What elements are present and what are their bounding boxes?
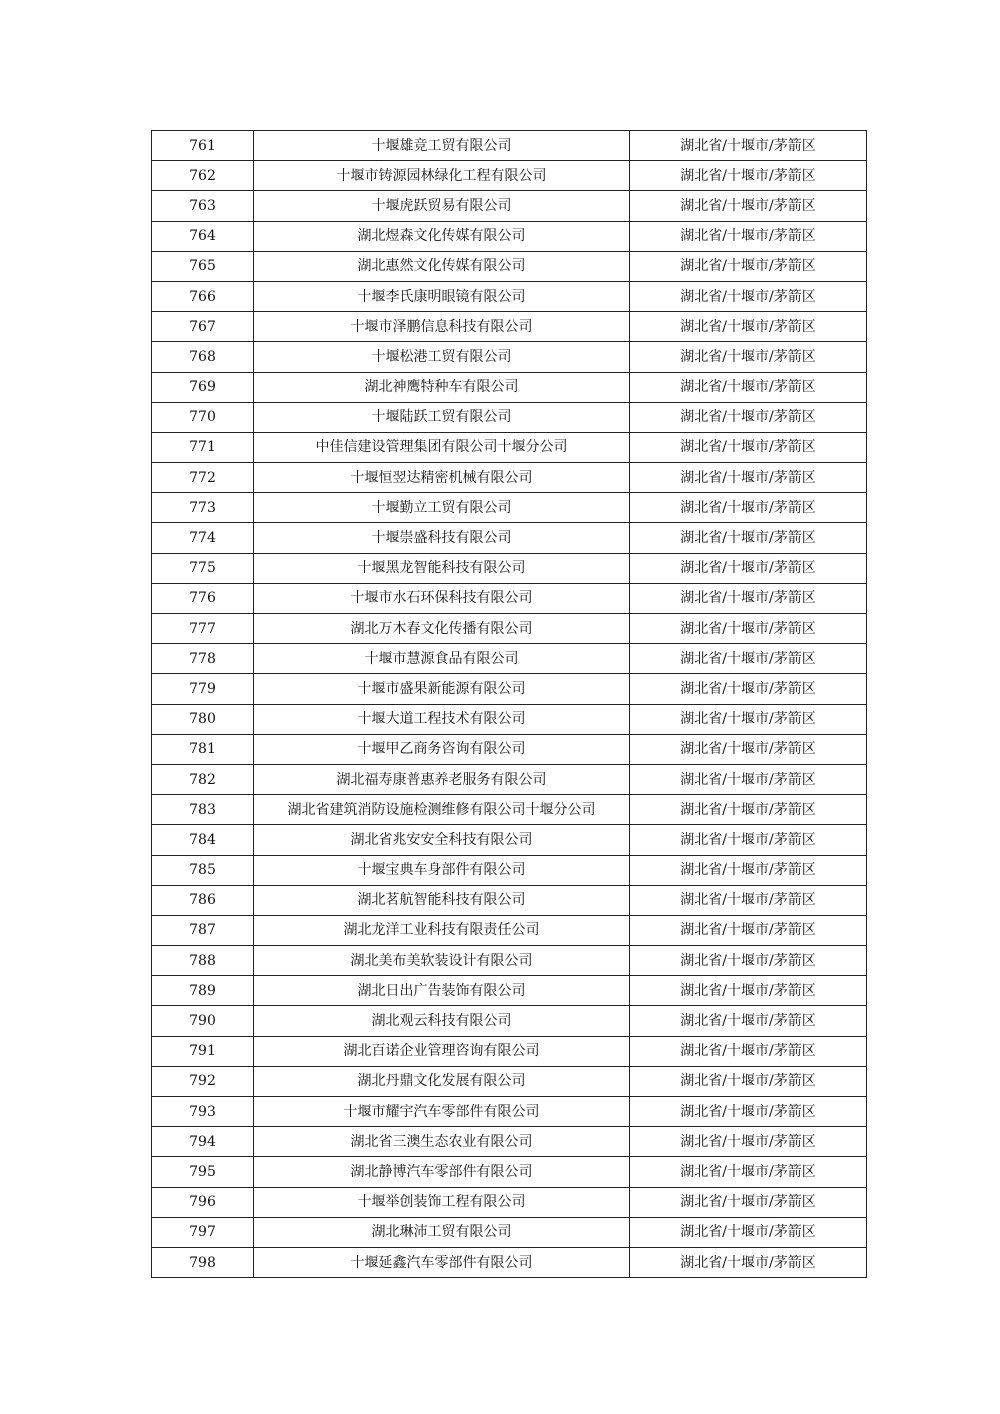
row-number-cell: 771 (152, 432, 254, 462)
region-cell: 湖北省/十堰市/茅箭区 (630, 976, 867, 1006)
row-number-cell: 772 (152, 463, 254, 493)
region-cell: 湖北省/十堰市/茅箭区 (630, 342, 867, 372)
company-list-table (151, 130, 867, 1278)
row-number-cell: 796 (152, 1187, 254, 1217)
table-row (152, 885, 867, 915)
row-number-cell: 791 (152, 1036, 254, 1066)
company-name-cell: 湖北福寿康普惠养老服务有限公司 (254, 764, 630, 794)
region-cell: 湖北省/十堰市/茅箭区 (630, 734, 867, 764)
region-cell: 湖北省/十堰市/茅箭区 (630, 795, 867, 825)
company-name-cell: 湖北惠然文化传媒有限公司 (254, 251, 630, 281)
region-cell: 湖北省/十堰市/茅箭区 (630, 946, 867, 976)
company-name-cell: 湖北省三澳生态农业有限公司 (254, 1127, 630, 1157)
table-row (152, 583, 867, 613)
company-name-cell: 湖北静博汽车零部件有限公司 (254, 1157, 630, 1187)
table-row (152, 764, 867, 794)
region-cell: 湖北省/十堰市/茅箭区 (630, 432, 867, 462)
row-number-cell: 781 (152, 734, 254, 764)
table-row (152, 523, 867, 553)
row-number-cell: 784 (152, 825, 254, 855)
table-row (152, 1066, 867, 1096)
region-cell: 湖北省/十堰市/茅箭区 (630, 1066, 867, 1096)
table-row (152, 432, 867, 462)
region-cell: 湖北省/十堰市/茅箭区 (630, 644, 867, 674)
region-cell: 湖北省/十堰市/茅箭区 (630, 855, 867, 885)
company-name-cell: 十堰恒翌达精密机械有限公司 (254, 463, 630, 493)
region-cell: 湖北省/十堰市/茅箭区 (630, 463, 867, 493)
region-cell: 湖北省/十堰市/茅箭区 (630, 402, 867, 432)
region-cell: 湖北省/十堰市/茅箭区 (630, 674, 867, 704)
company-name-cell: 湖北省兆安安全科技有限公司 (254, 825, 630, 855)
row-number-cell: 790 (152, 1006, 254, 1036)
table-row (152, 704, 867, 734)
row-number-cell: 797 (152, 1217, 254, 1247)
row-number-cell: 765 (152, 251, 254, 281)
row-number-cell: 788 (152, 946, 254, 976)
company-name-cell: 十堰陆跃工贸有限公司 (254, 402, 630, 432)
region-cell: 湖北省/十堰市/茅箭区 (630, 523, 867, 553)
company-name-cell: 中佳信建设管理集团有限公司十堰分公司 (254, 432, 630, 462)
region-cell: 湖北省/十堰市/茅箭区 (630, 1217, 867, 1247)
table-row (152, 946, 867, 976)
region-cell: 湖北省/十堰市/茅箭区 (630, 493, 867, 523)
table-row (152, 1127, 867, 1157)
row-number-cell: 795 (152, 1157, 254, 1187)
table-row (152, 493, 867, 523)
row-number-cell: 786 (152, 885, 254, 915)
company-name-cell: 湖北日出广告装饰有限公司 (254, 976, 630, 1006)
table-row (152, 976, 867, 1006)
row-number-cell: 798 (152, 1247, 254, 1277)
row-number-cell: 780 (152, 704, 254, 734)
region-cell: 湖北省/十堰市/茅箭区 (630, 764, 867, 794)
company-name-cell: 湖北龙洋工业科技有限责任公司 (254, 915, 630, 945)
row-number-cell: 766 (152, 281, 254, 311)
company-name-cell: 湖北万木春文化传播有限公司 (254, 614, 630, 644)
row-number-cell: 779 (152, 674, 254, 704)
region-cell: 湖北省/十堰市/茅箭区 (630, 312, 867, 342)
row-number-cell: 792 (152, 1066, 254, 1096)
row-number-cell: 785 (152, 855, 254, 885)
table-row (152, 553, 867, 583)
region-cell: 湖北省/十堰市/茅箭区 (630, 1187, 867, 1217)
company-name-cell: 十堰市耀宇汽车零部件有限公司 (254, 1097, 630, 1127)
region-cell: 湖北省/十堰市/茅箭区 (630, 281, 867, 311)
table-row (152, 614, 867, 644)
region-cell: 湖北省/十堰市/茅箭区 (630, 583, 867, 613)
company-name-cell: 十堰市铸源园林绿化工程有限公司 (254, 161, 630, 191)
table-row (152, 795, 867, 825)
table-row (152, 191, 867, 221)
company-name-cell: 十堰李氏康明眼镜有限公司 (254, 281, 630, 311)
company-name-cell: 十堰市盛果新能源有限公司 (254, 674, 630, 704)
table-row (152, 734, 867, 764)
region-cell: 湖北省/十堰市/茅箭区 (630, 1006, 867, 1036)
region-cell: 湖北省/十堰市/茅箭区 (630, 1247, 867, 1277)
company-name-cell: 十堰延鑫汽车零部件有限公司 (254, 1247, 630, 1277)
row-number-cell: 794 (152, 1127, 254, 1157)
region-cell: 湖北省/十堰市/茅箭区 (630, 251, 867, 281)
table-row (152, 161, 867, 191)
company-name-cell: 十堰宝典车身部件有限公司 (254, 855, 630, 885)
region-cell: 湖北省/十堰市/茅箭区 (630, 221, 867, 251)
company-table-body (152, 131, 867, 1278)
company-name-cell: 十堰市水石环保科技有限公司 (254, 583, 630, 613)
company-name-cell: 湖北观云科技有限公司 (254, 1006, 630, 1036)
company-name-cell: 湖北省建筑消防设施检测维修有限公司十堰分公司 (254, 795, 630, 825)
table-row (152, 855, 867, 885)
region-cell: 湖北省/十堰市/茅箭区 (630, 1157, 867, 1187)
region-cell: 湖北省/十堰市/茅箭区 (630, 191, 867, 221)
table-row (152, 644, 867, 674)
table-row (152, 131, 867, 161)
row-number-cell: 763 (152, 191, 254, 221)
region-cell: 湖北省/十堰市/茅箭区 (630, 614, 867, 644)
table-row (152, 674, 867, 704)
table-row (152, 1006, 867, 1036)
company-name-cell: 湖北神鹰特种车有限公司 (254, 372, 630, 402)
row-number-cell: 775 (152, 553, 254, 583)
row-number-cell: 787 (152, 915, 254, 945)
company-name-cell: 十堰举创装饰工程有限公司 (254, 1187, 630, 1217)
region-cell: 湖北省/十堰市/茅箭区 (630, 704, 867, 734)
table-row (152, 1187, 867, 1217)
region-cell: 湖北省/十堰市/茅箭区 (630, 131, 867, 161)
row-number-cell: 768 (152, 342, 254, 372)
company-name-cell: 十堰大道工程技术有限公司 (254, 704, 630, 734)
row-number-cell: 777 (152, 614, 254, 644)
row-number-cell: 769 (152, 372, 254, 402)
company-name-cell: 湖北百诺企业管理咨询有限公司 (254, 1036, 630, 1066)
region-cell: 湖北省/十堰市/茅箭区 (630, 372, 867, 402)
row-number-cell: 778 (152, 644, 254, 674)
company-name-cell: 十堰松港工贸有限公司 (254, 342, 630, 372)
row-number-cell: 764 (152, 221, 254, 251)
region-cell: 湖北省/十堰市/茅箭区 (630, 161, 867, 191)
row-number-cell: 793 (152, 1097, 254, 1127)
row-number-cell: 770 (152, 402, 254, 432)
company-name-cell: 十堰崇盛科技有限公司 (254, 523, 630, 553)
row-number-cell: 774 (152, 523, 254, 553)
table-row (152, 221, 867, 251)
row-number-cell: 782 (152, 764, 254, 794)
region-cell: 湖北省/十堰市/茅箭区 (630, 1127, 867, 1157)
row-number-cell: 773 (152, 493, 254, 523)
table-row (152, 372, 867, 402)
company-name-cell: 十堰市慧源食品有限公司 (254, 644, 630, 674)
company-name-cell: 十堰勤立工贸有限公司 (254, 493, 630, 523)
company-name-cell: 湖北茗航智能科技有限公司 (254, 885, 630, 915)
region-cell: 湖北省/十堰市/茅箭区 (630, 885, 867, 915)
table-row (152, 342, 867, 372)
company-name-cell: 十堰黑龙智能科技有限公司 (254, 553, 630, 583)
company-name-cell: 十堰市泽鹏信息科技有限公司 (254, 312, 630, 342)
region-cell: 湖北省/十堰市/茅箭区 (630, 553, 867, 583)
table-row (152, 1247, 867, 1277)
row-number-cell: 761 (152, 131, 254, 161)
table-row (152, 281, 867, 311)
company-name-cell: 十堰甲乙商务咨询有限公司 (254, 734, 630, 764)
row-number-cell: 783 (152, 795, 254, 825)
company-name-cell: 湖北煜森文化传媒有限公司 (254, 221, 630, 251)
company-name-cell: 十堰虎跃贸易有限公司 (254, 191, 630, 221)
row-number-cell: 762 (152, 161, 254, 191)
row-number-cell: 789 (152, 976, 254, 1006)
company-name-cell: 湖北丹鼎文化发展有限公司 (254, 1066, 630, 1096)
region-cell: 湖北省/十堰市/茅箭区 (630, 1097, 867, 1127)
company-name-cell: 湖北美布美软装设计有限公司 (254, 946, 630, 976)
table-row (152, 251, 867, 281)
company-name-cell: 湖北琳沛工贸有限公司 (254, 1217, 630, 1247)
row-number-cell: 776 (152, 583, 254, 613)
region-cell: 湖北省/十堰市/茅箭区 (630, 825, 867, 855)
region-cell: 湖北省/十堰市/茅箭区 (630, 1036, 867, 1066)
table-row (152, 402, 867, 432)
table-row (152, 1157, 867, 1187)
region-cell: 湖北省/十堰市/茅箭区 (630, 915, 867, 945)
table-row (152, 312, 867, 342)
table-row (152, 1097, 867, 1127)
table-row (152, 1217, 867, 1247)
company-name-cell: 十堰雄竞工贸有限公司 (254, 131, 630, 161)
table-row (152, 463, 867, 493)
table-row (152, 1036, 867, 1066)
row-number-cell: 767 (152, 312, 254, 342)
table-row (152, 825, 867, 855)
table-row (152, 915, 867, 945)
